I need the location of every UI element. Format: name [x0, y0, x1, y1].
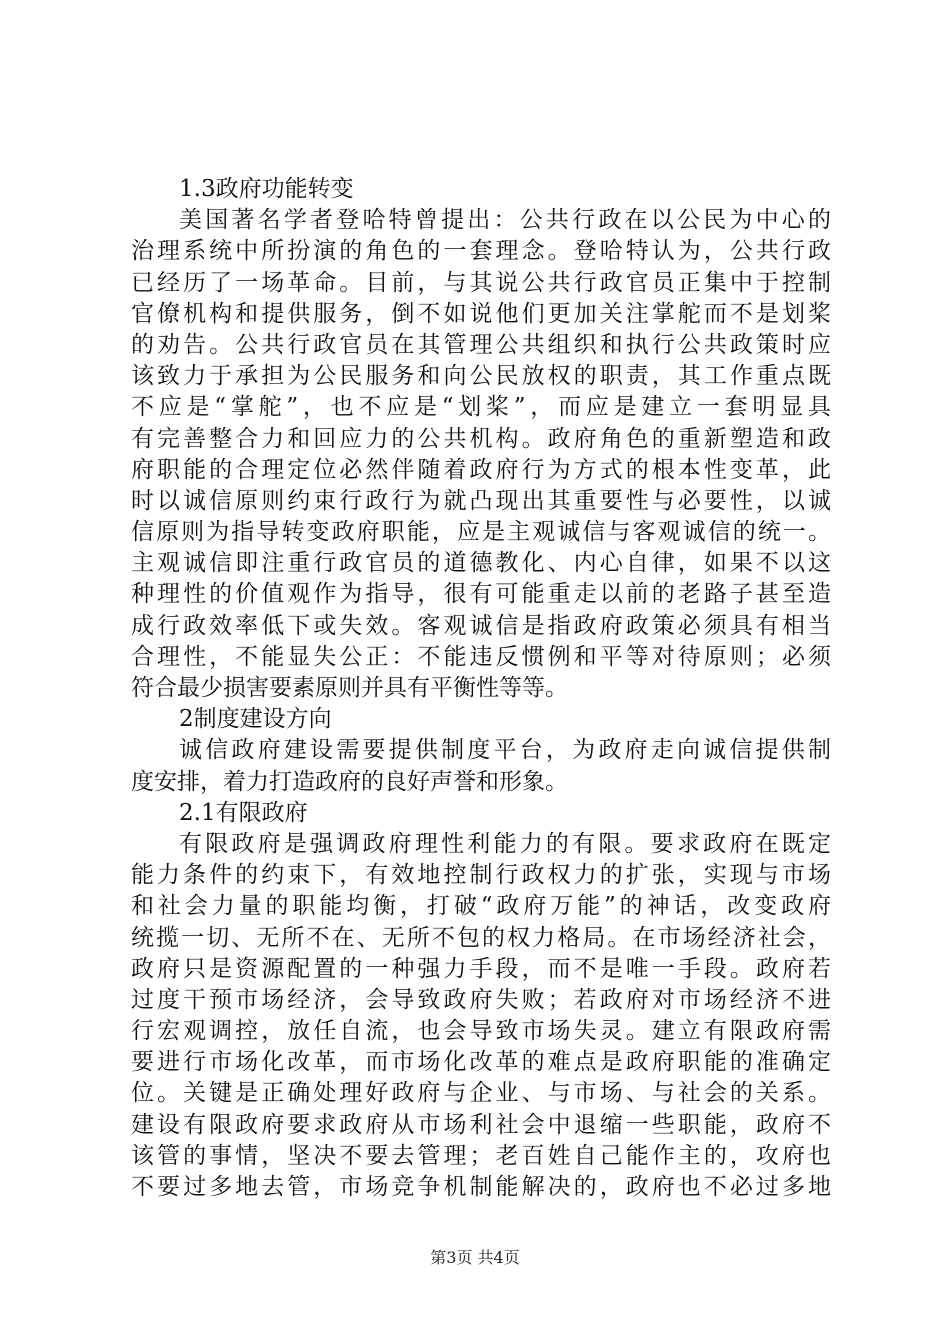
paragraph-line: 过度干预市场经济，会导致政府失败；若政府对市场经济不进: [131, 986, 831, 1013]
paragraph-line: 美国著名学者登哈特曾提出：公共行政在以公民为中心的: [179, 207, 831, 234]
paragraph-line: 时以诚信原则约束行政行为就凸现出其重要性与必要性，以诚: [131, 487, 831, 514]
paragraph-line: 行宏观调控，放任自流，也会导致市场失灵。建立有限政府需: [131, 1018, 831, 1045]
document-body: [131, 174, 831, 1203]
paragraph-line: 要进行市场化改革，而市场化改革的难点是政府职能的准确定: [131, 1049, 831, 1076]
section-heading: 2制度建设方向: [179, 706, 332, 733]
paragraph-line: 种理性的价值观作为指导，很有可能重走以前的老路子甚至造: [131, 581, 831, 608]
paragraph-line: 该致力于承担为公民服务和向公民放权的职责，其工作重点既: [131, 363, 831, 390]
paragraph-line: 主观诚信即注重行政官员的道德教化、内心自律，如果不以这: [131, 550, 831, 577]
paragraph-line: 统揽一切、无所不在、无所不包的权力格局。在市场经济社会，: [131, 924, 831, 951]
paragraph-line: 不应是“掌舵”，也不应是“划桨”，而应是建立一套明显具: [131, 394, 831, 421]
page-footer: 第3页 共4页: [430, 1248, 520, 1267]
paragraph-line: 度安排，着力打造政府的良好声誉和形象。: [131, 768, 568, 795]
section-heading: 1.3政府功能转变: [179, 176, 354, 202]
paragraph-line: 治理系统中所扮演的角色的一套理念。登哈特认为，公共行政: [131, 238, 831, 265]
paragraph-line: 政府只是资源配置的一种强力手段，而不是唯一手段。政府若: [131, 955, 831, 982]
paragraph-line: 符合最少损害要素原则并具有平衡性等等。: [131, 675, 568, 701]
paragraph-line: 不要过多地去管，市场竞争机制能解决的，政府也不必过多地: [131, 1174, 831, 1200]
paragraph-line: 建设有限政府要求政府从市场利社会中退缩一些职能，政府不: [131, 1111, 831, 1138]
paragraph-line: 诚信政府建设需要提供制度平台，为政府走向诚信提供制: [179, 737, 831, 764]
paragraph-line: 信原则为指导转变政府职能，应是主观诚信与客观诚信的统一。: [131, 519, 831, 546]
paragraph-line: 位。关键是正确处理好政府与企业、与市场、与社会的关系。: [131, 1080, 831, 1107]
paragraph-line: 有完善整合力和回应力的公共机构。政府角色的重新塑造和政: [131, 425, 831, 452]
paragraph-line: 府职能的合理定位必然伴随着政府行为方式的根本性变革，此: [131, 456, 831, 483]
paragraph-line: 该管的事情，坚决不要去管理；老百姓自己能作主的，攻府也: [131, 1142, 831, 1169]
paragraph-line: 已经历了一场革命。目前，与其说公共行政官员正集中于控制: [131, 269, 831, 296]
paragraph-line: 的劝告。公共行政官员在其管理公共组织和执行公共政策时应: [131, 331, 831, 358]
paragraph-line: 官僚机构和提供服务，倒不如说他们更加关注掌舵而不是划桨: [131, 300, 831, 327]
paragraph-line: 能力条件的约束下，有效地控制行政权力的扩张，实现与市场: [131, 862, 831, 889]
paragraph-line: 和社会力量的职能均衡，打破“政府万能”的神话，改变政府: [131, 893, 831, 920]
section-heading: 2.1有限政府: [179, 799, 308, 826]
paragraph-line: 成行政效率低下或失效。客观诚信是指政府政策必须具有相当: [131, 612, 831, 639]
paragraph-line: 合理性，不能显失公正：不能违反惯例和平等对待原则；必须: [131, 643, 831, 670]
paragraph-line: 有限政府是强调政府理性利能力的有限。要求政府在既定: [179, 830, 831, 857]
